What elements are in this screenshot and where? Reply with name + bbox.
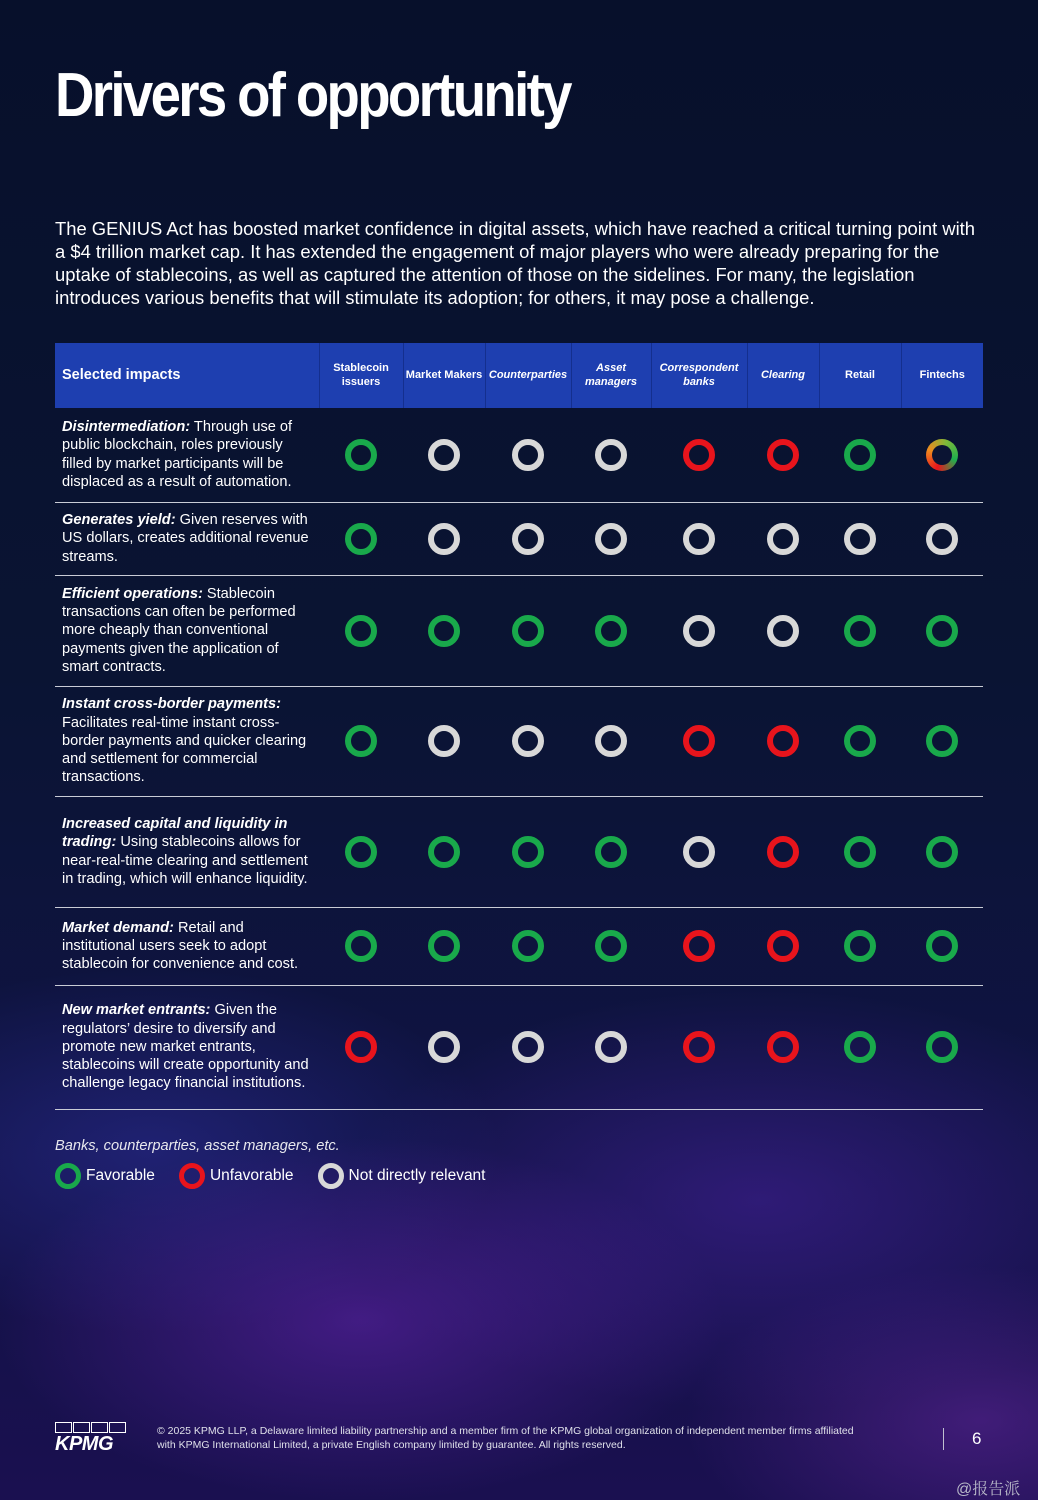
unfavorable-ring-icon [179,1163,205,1189]
not-relevant-ring-icon [512,1031,544,1063]
column-header: Retail [819,343,901,408]
legend-unfavorable-label: Unfavorable [209,1167,294,1184]
mixed-ring-icon [926,439,958,471]
not-relevant-ring-icon [683,836,715,868]
rating-cell [485,796,571,907]
rating-cell [747,796,819,907]
not-relevant-ring-icon [318,1163,344,1189]
favorable-ring-icon [595,930,627,962]
favorable-ring-icon [345,615,377,647]
logo-text: KPMG [55,1433,113,1455]
favorable-ring-icon [844,1031,876,1063]
rating-cell [571,502,651,575]
rating-cell [403,575,485,686]
rating-cell [571,686,651,796]
favorable-ring-icon [345,725,377,757]
rating-cell [485,985,571,1109]
rating-cell [747,502,819,575]
legend-caption: Banks, counterparties, asset managers, etc. [55,1138,340,1154]
impact-title: Generates yield: [62,512,176,529]
kpmg-logo [55,1422,131,1456]
rating-cell [747,408,819,502]
table-row [55,575,983,686]
favorable-ring-icon [844,725,876,757]
column-header: Correspondent banks [651,343,747,408]
rating-cell [819,502,901,575]
rating-cell [403,796,485,907]
not-relevant-ring-icon [512,725,544,757]
favorable-ring-icon [595,615,627,647]
rating-cell [901,796,983,907]
column-header: Market Makers [403,343,485,408]
impact-description [55,796,319,907]
rating-cell [485,502,571,575]
favorable-ring-icon [428,930,460,962]
impact-description [55,408,319,502]
rating-cell [819,575,901,686]
impact-title: Instant cross-border payments: [62,696,281,713]
unfavorable-ring-icon [345,1031,377,1063]
rating-cell [651,408,747,502]
rating-cell [819,796,901,907]
not-relevant-ring-icon [428,725,460,757]
table-header-row [55,343,983,408]
rating-cell [571,907,651,985]
table-body [55,408,983,1109]
favorable-ring-icon [428,615,460,647]
unfavorable-ring-icon [683,725,715,757]
rating-cell [747,686,819,796]
favorable-ring-icon [926,1031,958,1063]
unfavorable-ring-icon [767,836,799,868]
favorable-ring-icon [844,930,876,962]
not-relevant-ring-icon [683,523,715,555]
rating-cell [901,575,983,686]
rating-cell [651,502,747,575]
favorable-ring-icon [844,615,876,647]
unfavorable-ring-icon [683,930,715,962]
favorable-ring-icon [512,615,544,647]
impact-text: Given the regulators’ desire to diversify and promote new market entrants, stablecoins will create opportunity and challenge legacy financial institutions. [62,1002,309,1092]
impact-description [55,907,319,985]
impact-text: Through use of public blockchain, roles previously filled by market participants will be displaced as a result of automation. [62,419,293,491]
rating-cell [747,575,819,686]
table-row [55,985,983,1109]
not-relevant-ring-icon [428,523,460,555]
rating-cell [485,408,571,502]
unfavorable-ring-icon [767,725,799,757]
rating-cell [651,796,747,907]
legend [55,1163,510,1189]
rating-cell [403,985,485,1109]
not-relevant-ring-icon [512,523,544,555]
rating-cell [901,502,983,575]
table-row [55,502,983,575]
not-relevant-ring-icon [844,523,876,555]
header-selected-impacts: Selected impacts [55,343,319,408]
impact-title: Efficient operations: [62,585,203,602]
rating-cell [485,907,571,985]
favorable-ring-icon [345,523,377,555]
table-row [55,796,983,907]
rating-cell [319,796,403,907]
favorable-ring-icon [345,439,377,471]
favorable-ring-icon [926,836,958,868]
table-row [55,686,983,796]
rating-cell [571,796,651,907]
column-header: Stablecoin issuers [319,343,403,408]
rating-cell [819,408,901,502]
legend-favorable-label: Favorable [86,1167,155,1184]
page-number: 6 [972,1429,982,1448]
favorable-ring-icon [512,930,544,962]
not-relevant-ring-icon [767,523,799,555]
column-header: Asset managers [571,343,651,408]
table-row [55,907,983,985]
rating-cell [819,686,901,796]
intro-paragraph: The GENIUS Act has boosted market confidence in digital assets, which have reached a critical turning point with a $4 trillion market cap. It has extended the engagement of major players who were already preparing for the uptake of stablecoins, as well as captured the attention of those on the sidelines. For many, the legislation introduces various benefits that will stimulate its adoption; for others, it may pose a challenge. [55,218,976,308]
footer-divider [943,1428,944,1450]
favorable-ring-icon [926,725,958,757]
not-relevant-ring-icon [512,439,544,471]
impacts-table [55,343,983,1110]
rating-cell [403,408,485,502]
footer-legal-text: © 2025 KPMG LLP, a Delaware limited liability partnership and a member firm of the KPMG global organization of independent member firms affiliated with KPMG International Limited, a private English company limited by guarantee. All rights reserved. [157,1425,854,1451]
unfavorable-ring-icon [683,1031,715,1063]
impact-text: Given reserves with US dollars, creates additional revenue streams. [62,512,309,565]
impact-description [55,502,319,575]
rating-cell [319,408,403,502]
column-header: Clearing [747,343,819,408]
unfavorable-ring-icon [683,439,715,471]
favorable-ring-icon [345,836,377,868]
impact-description [55,575,319,686]
not-relevant-ring-icon [595,725,627,757]
not-relevant-ring-icon [595,439,627,471]
favorable-ring-icon [428,836,460,868]
unfavorable-ring-icon [767,1031,799,1063]
rating-cell [571,575,651,686]
impact-text: Stablecoin transactions can often be performed more cheaply than conventional payments given the application of smart contracts. [62,585,296,675]
rating-cell [651,686,747,796]
unfavorable-ring-icon [767,930,799,962]
impact-title: Disintermediation: [62,419,191,436]
rating-cell [403,686,485,796]
impact-description [55,985,319,1109]
rating-cell [651,985,747,1109]
rating-cell [571,408,651,502]
not-relevant-ring-icon [683,615,715,647]
favorable-ring-icon [844,836,876,868]
not-relevant-ring-icon [767,615,799,647]
watermark: @报告派 [956,1481,1021,1498]
column-header: Counterparties [485,343,571,408]
rating-cell [747,907,819,985]
column-header: Fintechs [901,343,983,408]
favorable-ring-icon [926,930,958,962]
not-relevant-ring-icon [428,1031,460,1063]
rating-cell [901,408,983,502]
legend-not-relevant-label: Not directly relevant [348,1167,486,1184]
unfavorable-ring-icon [767,439,799,471]
rating-cell [901,985,983,1109]
favorable-ring-icon [595,836,627,868]
rating-cell [747,985,819,1109]
legend-not-relevant [318,1163,486,1189]
rating-cell [651,575,747,686]
rating-cell [571,985,651,1109]
not-relevant-ring-icon [428,439,460,471]
rating-cell [319,575,403,686]
rating-cell [403,907,485,985]
impact-title: New market entrants: [62,1002,211,1019]
page-title: Drivers of opportunity [55,61,570,130]
favorable-ring-icon [844,439,876,471]
favorable-ring-icon [512,836,544,868]
not-relevant-ring-icon [595,1031,627,1063]
rating-cell [403,502,485,575]
rating-cell [319,686,403,796]
impact-title: Increased capital and liquidity in trading: [62,815,288,851]
rating-cell [485,575,571,686]
rating-cell [319,502,403,575]
rating-cell [819,907,901,985]
not-relevant-ring-icon [926,523,958,555]
logo-boxes-icon [55,1422,131,1433]
rating-cell [319,907,403,985]
favorable-ring-icon [926,615,958,647]
favorable-ring-icon [345,930,377,962]
impact-description [55,686,319,796]
favorable-ring-icon [55,1163,81,1189]
rating-cell [651,907,747,985]
legend-favorable [55,1163,155,1189]
rating-cell [319,985,403,1109]
table-row [55,408,983,502]
rating-cell [901,686,983,796]
rating-cell [485,686,571,796]
legend-unfavorable [179,1163,294,1189]
impact-text: Retail and institutional users seek to adopt stablecoin for convenience and cost. [62,919,299,973]
impact-title: Market demand: [62,919,174,936]
impact-text: Facilitates real-time instant cross-border payments and quicker clearing and settlement for commercial transactions. [62,714,307,786]
impact-text: Using stablecoins allows for near-real-time clearing and settlement in trading, which will enhance liquidity. [62,834,308,887]
rating-cell [901,907,983,985]
rating-cell [819,985,901,1109]
not-relevant-ring-icon [595,523,627,555]
